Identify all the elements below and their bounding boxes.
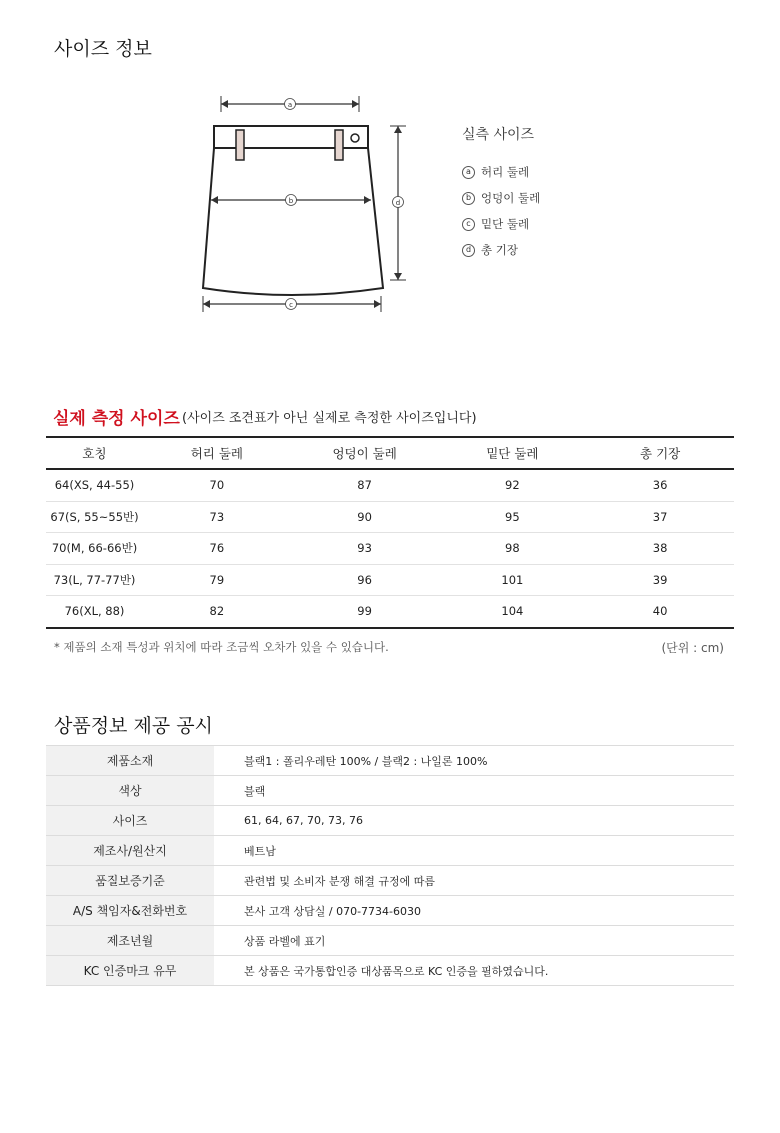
marker-a: a [287, 101, 293, 109]
size-label-cell: 67(S, 55~55반) [46, 501, 143, 533]
info-value: 관련법 및 소비자 분쟁 해결 규정에 따름 [214, 866, 734, 896]
marker-c: c [289, 301, 293, 309]
info-value: 블랙 [214, 776, 734, 806]
table-cell: 79 [143, 564, 291, 596]
table-cell: 36 [586, 469, 734, 501]
table-cell: 38 [586, 533, 734, 565]
marker-d: d [395, 199, 401, 207]
legend-item-hip [462, 190, 540, 206]
info-value: 블랙1 : 폴리우레탄 100% / 블랙2 : 나일론 100% [214, 746, 734, 776]
legend-label: 총 기장 [481, 243, 518, 257]
length-measure-arrow [390, 126, 406, 280]
skirt-diagram [195, 90, 425, 320]
legend-title: 실측 사이즈 [462, 127, 535, 143]
size-label-cell: 76(XL, 88) [46, 596, 143, 628]
size-table [46, 436, 734, 629]
legend-label: 밑단 둘레 [481, 217, 530, 231]
measurement-footnote: * 제품의 소재 특성과 위치에 따라 조금씩 오차가 있을 수 있습니다. [54, 640, 389, 654]
header-cell: 엉덩이 둘레 [291, 437, 439, 469]
table-row [46, 533, 734, 565]
waist-measure-arrow [221, 96, 359, 112]
table-row [46, 501, 734, 533]
legend-marker: b [462, 192, 475, 205]
unit-label: (단위 : cm) [661, 641, 724, 655]
table-cell: 92 [439, 469, 587, 501]
table-cell: 104 [439, 596, 587, 628]
table-cell: 99 [291, 596, 439, 628]
info-row [46, 806, 734, 836]
table-cell: 96 [291, 564, 439, 596]
info-row [46, 926, 734, 956]
measured-size-title: 실제 측정 사이즈 [53, 409, 180, 429]
info-label: KC 인증마크 유무 [46, 956, 214, 986]
legend-label: 허리 둘레 [481, 165, 530, 179]
size-table-header [46, 437, 734, 469]
table-cell: 37 [586, 501, 734, 533]
info-label: 제조사/원산지 [46, 836, 214, 866]
legend-marker: a [462, 166, 475, 179]
table-cell: 90 [291, 501, 439, 533]
info-value: 상품 라벨에 표기 [214, 926, 734, 956]
info-label: 사이즈 [46, 806, 214, 836]
info-value: 61, 64, 67, 70, 73, 76 [214, 806, 734, 836]
info-label: A/S 책임자&전화번호 [46, 896, 214, 926]
skirt-shape [203, 126, 383, 295]
table-cell: 82 [143, 596, 291, 628]
info-label: 제조년월 [46, 926, 214, 956]
table-cell: 73 [143, 501, 291, 533]
size-label-cell: 73(L, 77-77반) [46, 564, 143, 596]
info-value: 본 상품은 국가통합인증 대상품목으로 KC 인증을 필하였습니다. [214, 956, 734, 986]
table-row [46, 564, 734, 596]
table-cell: 93 [291, 533, 439, 565]
info-row [46, 776, 734, 806]
table-cell: 40 [586, 596, 734, 628]
header-cell: 밑단 둘레 [439, 437, 587, 469]
info-row [46, 836, 734, 866]
table-cell: 76 [143, 533, 291, 565]
table-cell: 87 [291, 469, 439, 501]
size-info-title: 사이즈 정보 [54, 38, 152, 60]
hem-measure-arrow [203, 296, 381, 312]
product-info-table [46, 745, 734, 986]
info-row [46, 746, 734, 776]
info-label: 품질보증기준 [46, 866, 214, 896]
header-cell: 호칭 [46, 437, 143, 469]
legend-item-hem [462, 216, 529, 232]
info-value: 베트남 [214, 836, 734, 866]
legend-marker: d [462, 244, 475, 257]
info-row [46, 866, 734, 896]
table-row [46, 469, 734, 501]
table-cell: 101 [439, 564, 587, 596]
table-row [46, 596, 734, 628]
table-cell: 95 [439, 501, 587, 533]
table-cell: 70 [143, 469, 291, 501]
header-cell: 허리 둘레 [143, 437, 291, 469]
legend-marker: c [462, 218, 475, 231]
info-row [46, 896, 734, 926]
marker-b: b [288, 197, 294, 205]
info-value: 본사 고객 상담실 / 070-7734-6030 [214, 896, 734, 926]
table-cell: 98 [439, 533, 587, 565]
legend-item-waist [462, 164, 529, 180]
measured-size-note: (사이즈 조견표가 아닌 실제로 측정한 사이즈입니다) [182, 411, 477, 426]
info-label: 제품소재 [46, 746, 214, 776]
info-row [46, 956, 734, 986]
legend-item-length [462, 242, 518, 258]
product-info-title: 상품정보 제공 공시 [54, 715, 213, 737]
header-cell: 총 기장 [586, 437, 734, 469]
table-cell: 39 [586, 564, 734, 596]
size-label-cell: 70(M, 66-66반) [46, 533, 143, 565]
size-label-cell: 64(XS, 44-55) [46, 469, 143, 501]
info-label: 색상 [46, 776, 214, 806]
legend-label: 엉덩이 둘레 [481, 191, 541, 205]
